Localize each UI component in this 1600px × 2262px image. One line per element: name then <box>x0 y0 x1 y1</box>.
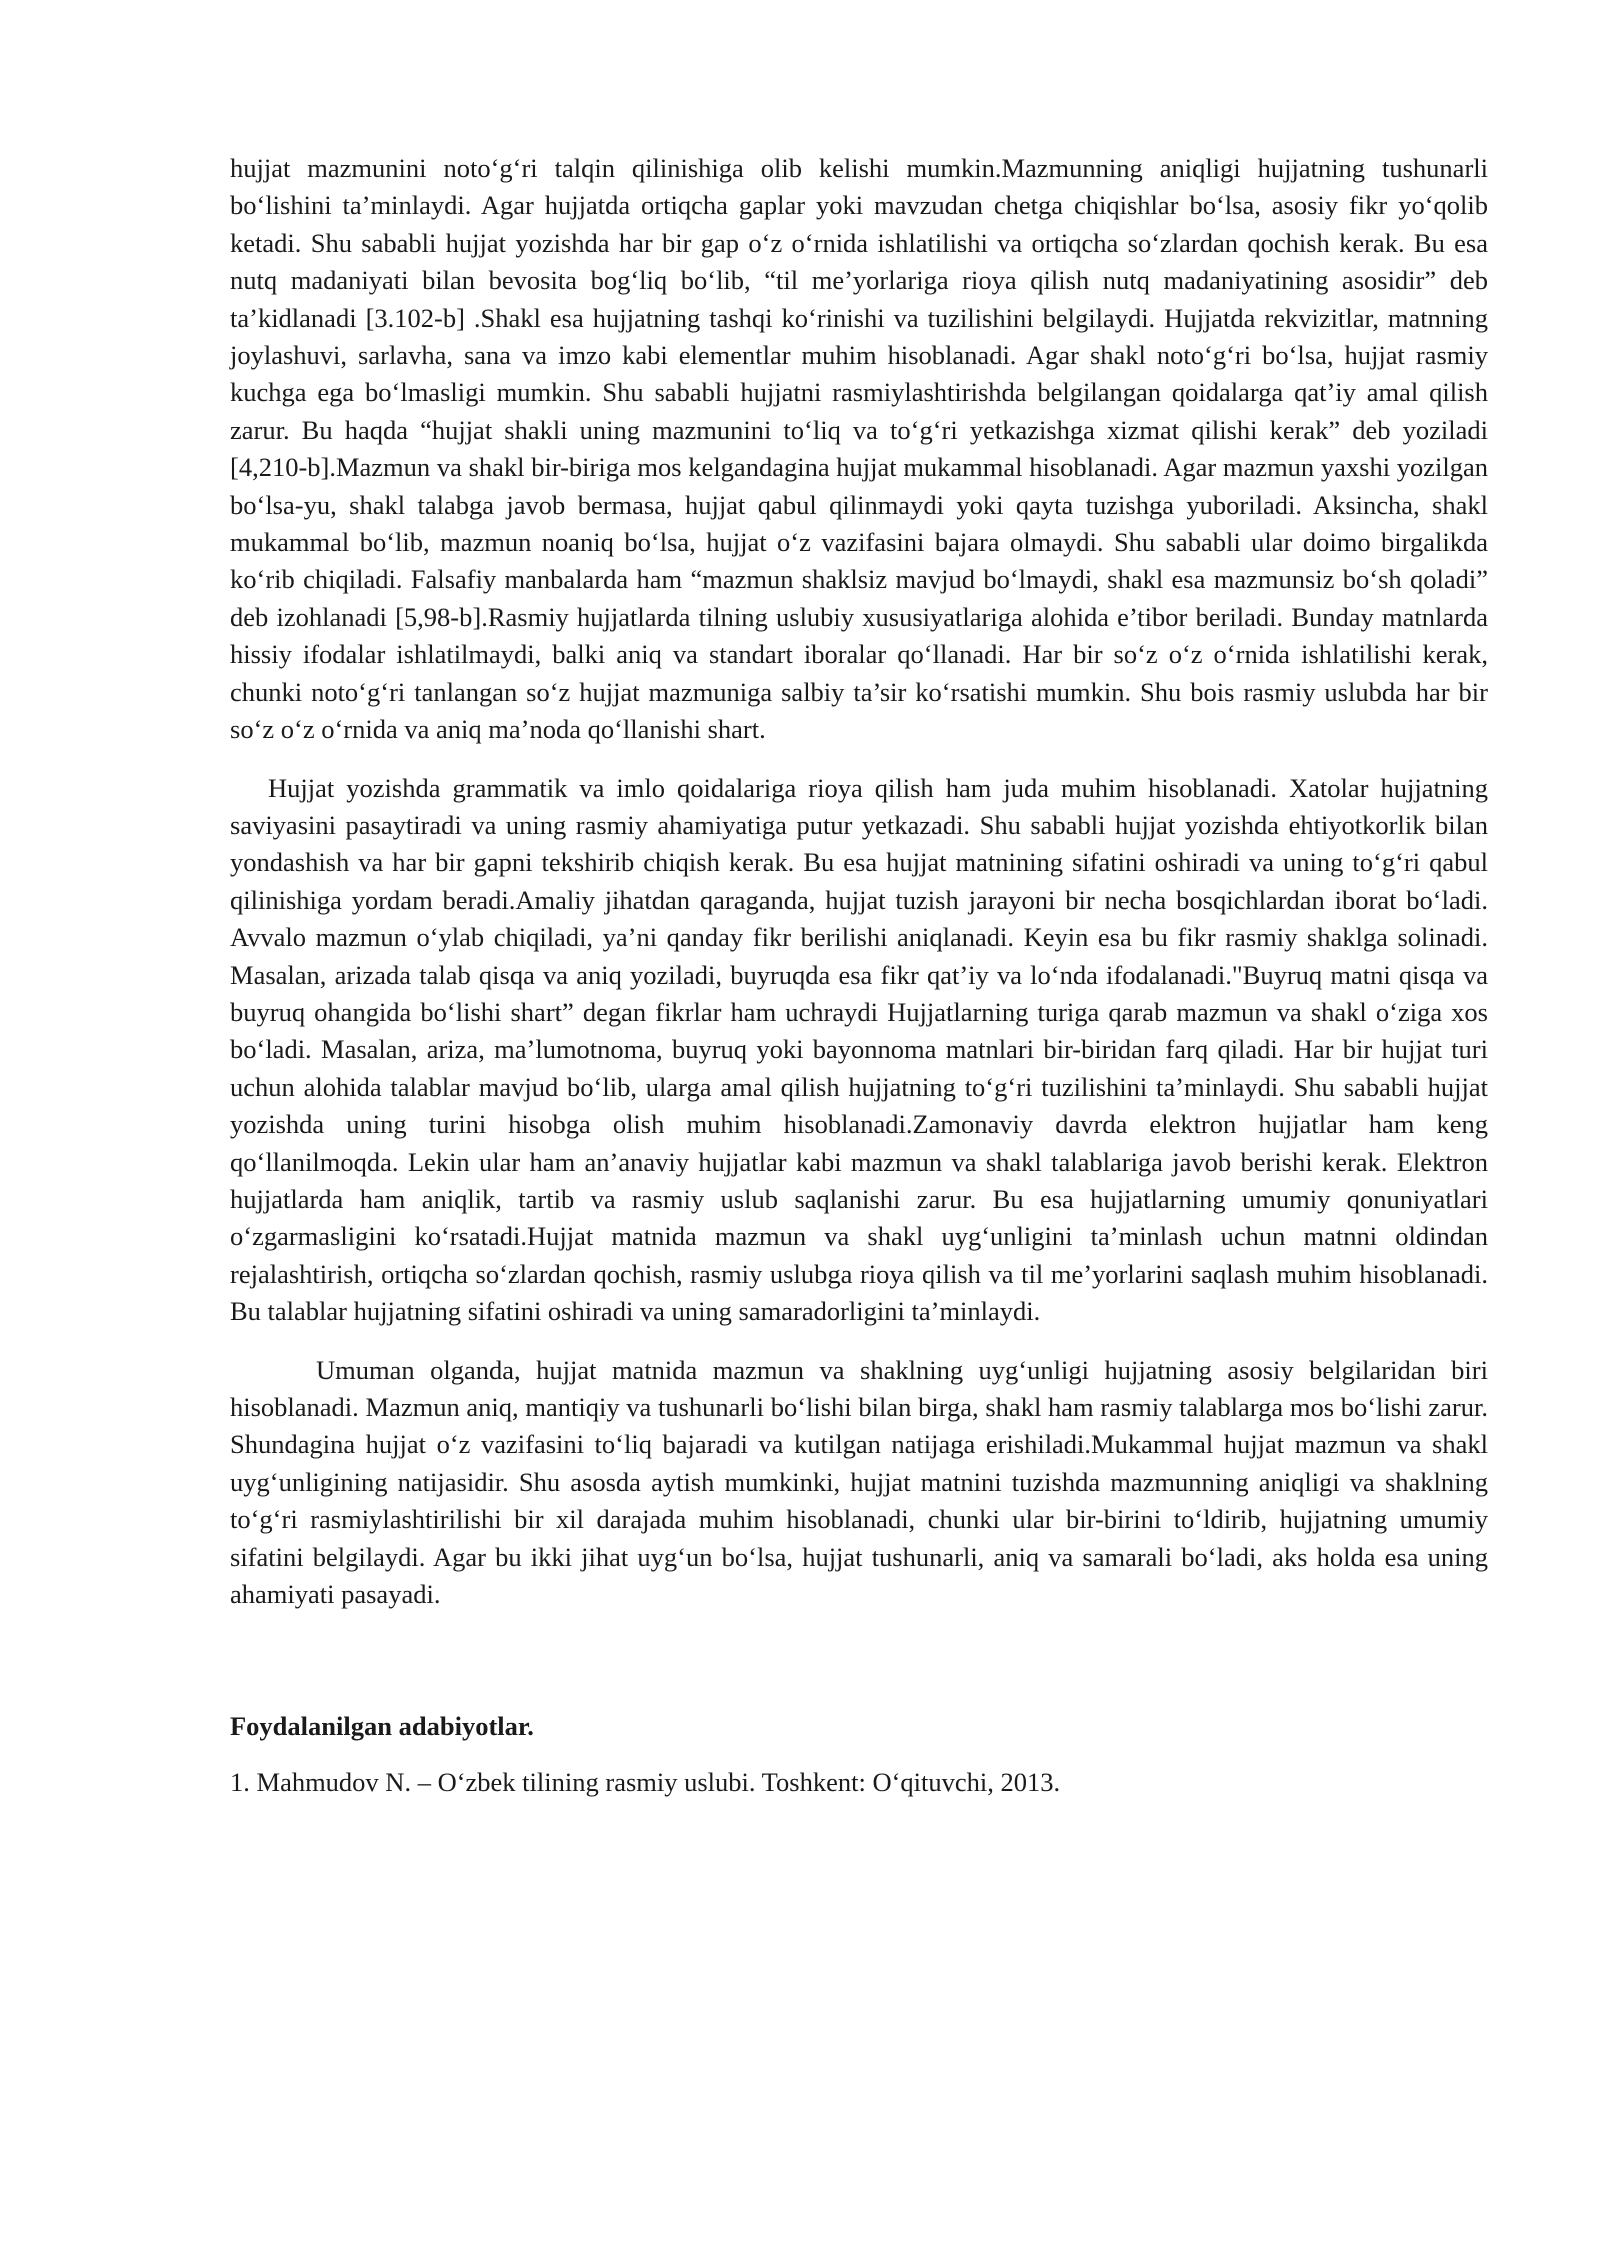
document-body <box>230 150 1488 1801</box>
reference-item: 1. Mahmudov N. – O‘zbek tilining rasmiy uslubi. Toshkent: O‘qituvchi, 2013. <box>230 1766 1061 1797</box>
body-paragraph-2: Hujjat yozishda grammatik va imlo qoidalariga rioya qilish ham juda muhim hisoblanadi. Xatolar hujjatning saviyasini pasaytiradi va uning rasmiy ahamiyatiga putur yetkazadi. Shu sababli hujjat yozishda ehtiyotkorlik bilan yondashish va har bir gapni tekshirib chiqish kerak. Bu esa hujjat matnining sifatini oshiradi va uning to‘g‘ri qabul qilinishiga yordam beradi.Amaliy jihatdan qaraganda, hujjat tuzish jarayoni bir necha bosqichlardan iborat bo‘ladi. Avvalo mazmun o‘ylab chiqiladi, ya’ni qanday fikr berilishi aniqlanadi. Keyin esa bu fikr rasmiy shaklga solinadi. Masalan, arizada talab qisqa va aniq yoziladi, buyruqda esa fikr qat’iy va lo‘nda ifodalanadi."Buyruq matni qisqa va buyruq ohangida bo‘lishi shart” degan fikrlar ham uchraydi Hujjatlarning turiga qarab mazmun va shakl o‘ziga xos bo‘ladi. Masalan, ariza, ma’lumotnoma, buyruq yoki bayonnoma matnlari bir-biridan farq qiladi. Har bir hujjat turi uchun alohida talablar mavjud bo‘lib, ularga amal qilish hujjatning to‘g‘ri tuzilishini ta’minlaydi. Shu sababli hujjat yozishda uning turini hisobga olish muhim hisoblanadi.Zamonaviy davrda elektron hujjatlar ham keng qo‘llanilmoqda. Lekin ular ham an’anaviy hujjatlar kabi mazmun va shakl talablariga javob berishi kerak. Elektron hujjatlarda ham aniqlik, tartib va rasmiy uslub saqlanishi zarur. Bu esa hujjatlarning umumiy qonuniyatlari o‘zgarmasligini ko‘rsatadi.Hujjat matnida mazmun va shakl uyg‘unligini ta’minlash uchun matnni oldindan rejalashtirish, ortiqcha so‘zlardan qochish, rasmiy uslubga rioya qilish va til me’yorlarini saqlash muhim hisoblanadi. Bu talablar hujjatning sifatini oshiradi va uning samaradorligini ta’minlaydi. <box>230 772 1488 1327</box>
body-paragraph-3: Umuman olganda, hujjat matnida mazmun va shaklning uyg‘unligi hujjatning asosiy belgilaridan biri hisoblanadi. Mazmun aniq, mantiqiy va tushunarli bo‘lishi bilan birga, shakl ham rasmiy talablarga mos bo‘lishi zarur. Shundagina hujjat o‘z vazifasini to‘liq bajaradi va kutilgan natijaga erishiladi.Mukammal hujjat mazmun va shakl uyg‘unligining natijasidir. Shu asosda aytish mumkinki, hujjat matnini tuzishda mazmunning aniqligi va shaklning to‘g‘ri rasmiylashtirilishi bir xil darajada muhim hisoblanadi, chunki ular bir-birini to‘ldirib, hujjatning umumiy sifatini belgilaydi. Agar bu ikki jihat uyg‘un bo‘lsa, hujjat tushunarli, aniq va samarali bo‘ladi, aks holda esa uning ahamiyati pasayadi. <box>230 1354 1488 1610</box>
references-heading: Foydalanilgan adabiyotlar. <box>230 1711 534 1742</box>
body-paragraph-1: hujjat mazmunini noto‘g‘ri talqin qilinishiga olib kelishi mumkin.Mazmunning aniqligi hujjatning tushunarli bo‘lishini ta’minlaydi. Agar hujjatda ortiqcha gaplar yoki mavzudan chetga chiqishlar bo‘lsa, asosiy fikr yo‘qolib ketadi. Shu sababli hujjat yozishda har bir gap o‘z o‘rnida ishlatilishi va ortiqcha so‘zlardan qochish kerak. Bu esa nutq madaniyati bilan bevosita bog‘liq bo‘lib, “til me’yorlariga rioya qilish nutq madaniyatining asosidir” deb ta’kidlanadi [3.102-b] .Shakl esa hujjatning tashqi ko‘rinishi va tuzilishini belgilaydi. Hujjatda rekvizitlar, matnning joylashuvi, sarlavha, sana va imzo kabi elementlar muhim hisoblanadi. Agar shakl noto‘g‘ri bo‘lsa, hujjat rasmiy kuchga ega bo‘lmasligi mumkin. Shu sababli hujjatni rasmiylashtirishda belgilangan qoidalarga qat’iy amal qilish zarur. Bu haqda “hujjat shakli uning mazmunini to‘liq va to‘g‘ri yetkazishga xizmat qilishi kerak” deb yoziladi [4,210-b].Mazmun va shakl bir-biriga mos kelgandagina hujjat mukammal hisoblanadi. Agar mazmun yaxshi yozilgan bo‘lsa-yu, shakl talabga javob bermasa, hujjat qabul qilinmaydi yoki qayta tuzishga yuboriladi. Aksincha, shakl mukammal bo‘lib, mazmun noaniq bo‘lsa, hujjat o‘z vazifasini bajara olmaydi. Shu sababli ular doimo birgalikda ko‘rib chiqiladi. Falsafiy manbalarda ham “mazmun shaklsiz mavjud bo‘lmaydi, shakl esa mazmunsiz bo‘sh qoladi” deb izohlanadi [5,98-b].Rasmiy hujjatlarda tilning uslubiy xususiyatlariga alohida e’tibor beriladi. Bunday matnlarda hissiy ifodalar ishlatilmaydi, balki aniq va standart iboralar qo‘llanadi. Har bir so‘z o‘z o‘rnida ishlatilishi kerak, chunki noto‘g‘ri tanlangan so‘z hujjat mazmuniga salbiy ta’sir ko‘rsatishi mumkin. Shu bois rasmiy uslubda har bir so‘z o‘z o‘rnida va aniq ma’noda qo‘llanishi shart. <box>230 153 1488 745</box>
